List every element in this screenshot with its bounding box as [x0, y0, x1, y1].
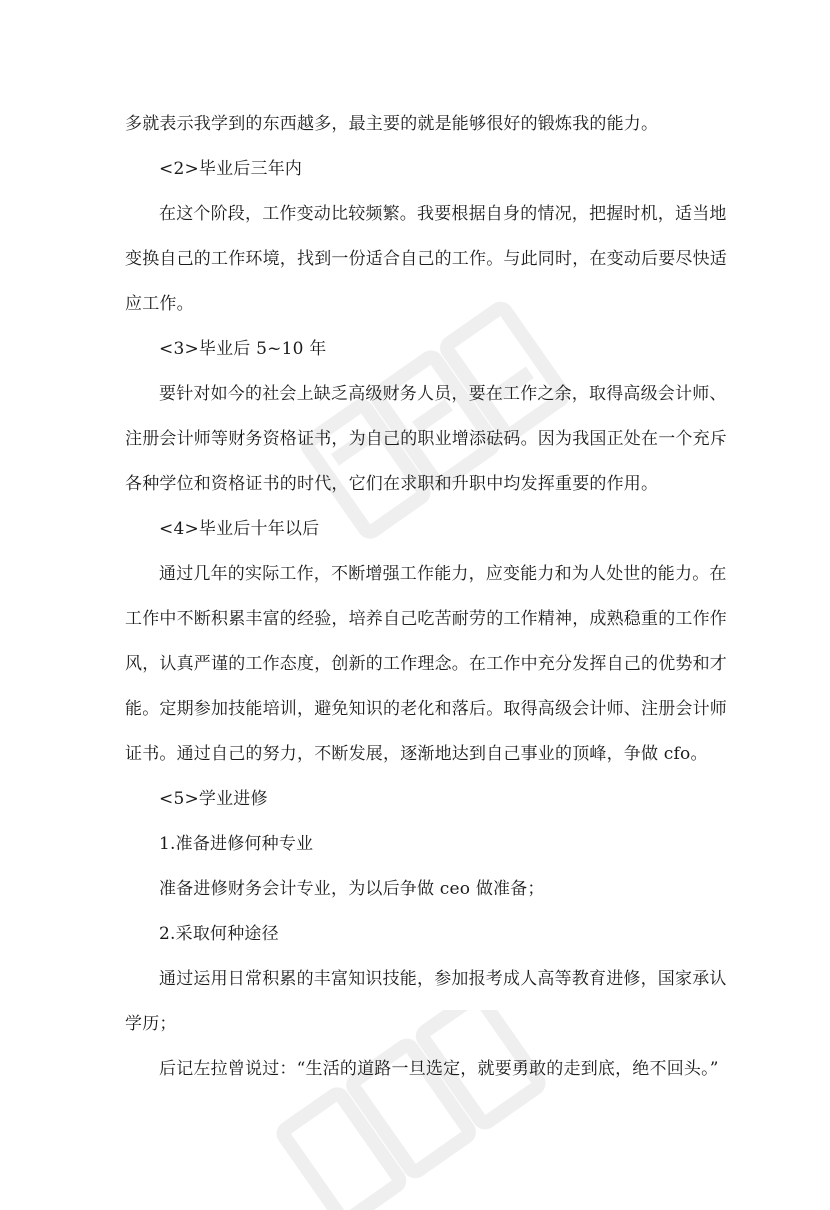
- section-heading: <3>毕业后 5~10 年: [159, 339, 327, 359]
- text-line: 在这个阶段，工作变动比较频繁。我要根据自身的情况，把握时机，适当地: [159, 204, 727, 224]
- text-line: 能。定期参加技能培训，避免知识的老化和落后。取得高级会计师、注册会计师: [125, 699, 727, 719]
- section-heading: <2>毕业后三年内: [159, 159, 303, 179]
- watermark-logo-icon: [250, 1010, 550, 1210]
- closing-quote: 后记左拉曾说过：“生活的道路一旦选定，就要勇敢的走到底，绝不回头。”: [159, 1059, 719, 1079]
- text-line: 风，认真严谨的工作态度，创新的工作理念。在工作中充分发挥自己的优势和才: [125, 654, 727, 674]
- text-line: 注册会计师等财务资格证书，为自己的职业增添砝码。因为我国正处在一个充斥: [125, 429, 727, 449]
- text-line: 通过运用日常积累的丰富知识技能，参加报考成人高等教育进修，国家承认: [159, 969, 727, 989]
- section-heading: <4>毕业后十年以后: [159, 519, 320, 539]
- text-line: 要针对如今的社会上缺乏高级财务人员，要在工作之余，取得高级会计师、: [159, 384, 727, 404]
- subsection-heading: 1.准备进修何种专业: [159, 834, 314, 854]
- text-line: 多就表示我学到的东西越多，最主要的就是能够很好的锻炼我的能力。: [125, 114, 659, 134]
- text-line: 通过几年的实际工作，不断增强工作能力，应变能力和为人处世的能力。在: [159, 564, 727, 584]
- text-line: 各种学位和资格证书的时代，它们在求职和升职中均发挥重要的作用。: [125, 474, 659, 494]
- text-line: 工作中不断积累丰富的经验，培养自己吃苦耐劳的工作精神，成熟稳重的工作作: [125, 609, 727, 629]
- section-heading: <5>学业进修: [159, 789, 268, 809]
- text-line: 学历；: [125, 1014, 177, 1034]
- text-line: 准备进修财务会计专业，为以后争做 ceo 做准备；: [159, 879, 545, 899]
- subsection-heading: 2.采取何种途径: [159, 924, 279, 944]
- text-line: 变换自己的工作环境，找到一份适合自己的工作。与此同时，在变动后要尽快适: [125, 249, 727, 269]
- text-line: 证书。通过自己的努力，不断发展，逐渐地达到自己事业的顶峰，争做 cfo。: [125, 744, 708, 764]
- text-line: 应工作。: [125, 294, 194, 314]
